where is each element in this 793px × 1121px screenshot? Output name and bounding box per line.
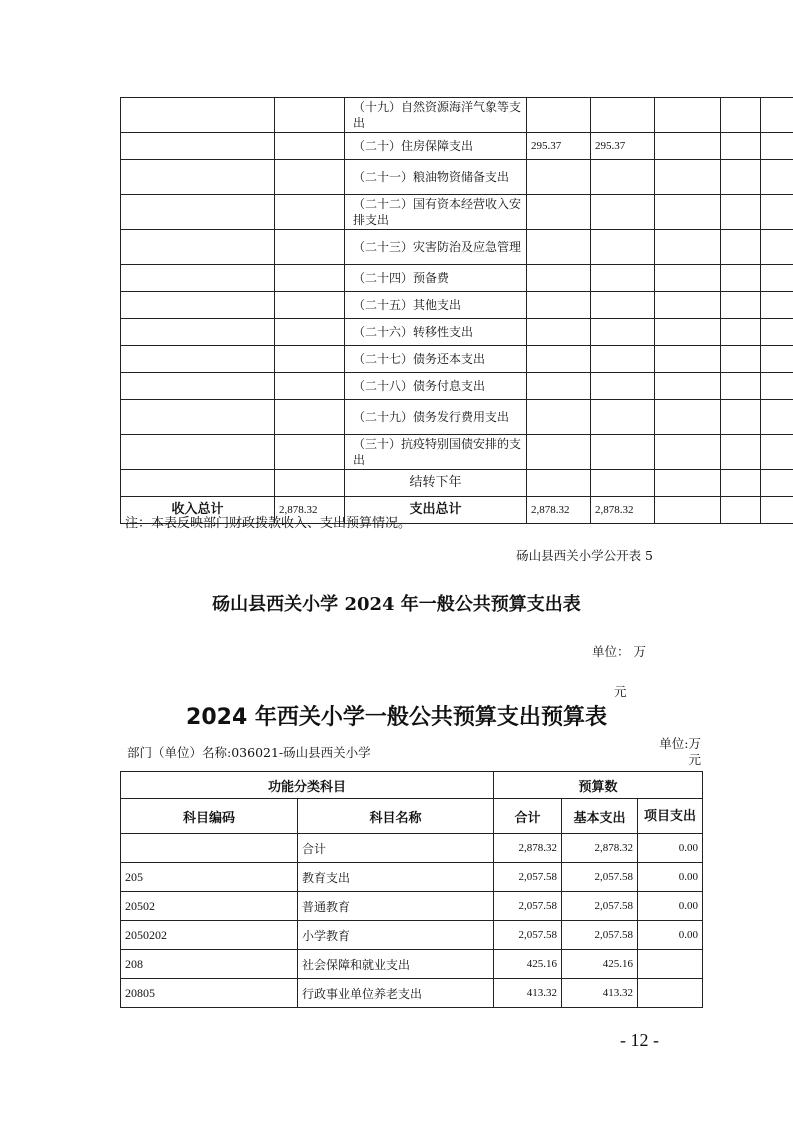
public-table-number: 砀山县西关小学公开表 5	[516, 548, 653, 563]
expense-item-name: （三十）抗疫特别国债安排的支出	[345, 435, 527, 470]
income-total-value: 2,878.32	[275, 497, 345, 524]
table-row	[121, 292, 793, 319]
empty-cell	[527, 470, 591, 497]
col-header-total: 合计	[494, 799, 562, 834]
table-row	[121, 979, 703, 1008]
amount-cell	[527, 292, 591, 319]
empty-cell	[655, 98, 721, 133]
unit-label-2: 单位:万元	[659, 736, 701, 767]
table-row	[121, 863, 703, 892]
empty-cell	[275, 265, 345, 292]
empty-cell	[761, 98, 793, 133]
subject-code: 2050202	[121, 921, 298, 950]
amount-cell	[591, 265, 655, 292]
empty-cell	[721, 195, 761, 230]
empty-cell	[275, 400, 345, 435]
amount-cell	[591, 195, 655, 230]
empty-cell	[655, 319, 721, 346]
total-amount: 2,057.58	[494, 863, 562, 892]
expense-item-name: （二十二）国有资本经营收入安排支出	[345, 195, 527, 230]
empty-cell	[721, 160, 761, 195]
general-public-budget-expense-table	[120, 771, 703, 1008]
empty-cell	[761, 497, 793, 524]
basic-amount: 2,878.32	[562, 834, 638, 863]
empty-cell	[721, 373, 761, 400]
empty-cell	[721, 98, 761, 133]
total-amount: 425.16	[494, 950, 562, 979]
table-row	[121, 133, 793, 160]
empty-cell	[275, 346, 345, 373]
empty-cell	[121, 292, 275, 319]
department-name: 部门（单位）名称:036021-砀山县西关小学	[127, 745, 371, 760]
subject-name: 社会保障和就业支出	[298, 950, 494, 979]
empty-cell	[761, 435, 793, 470]
amount-cell	[591, 230, 655, 265]
empty-cell	[275, 98, 345, 133]
empty-cell	[761, 133, 793, 160]
amount-cell	[527, 160, 591, 195]
empty-cell	[655, 470, 721, 497]
amount-cell	[591, 160, 655, 195]
empty-cell	[655, 133, 721, 160]
col-header-code: 科目编码	[121, 799, 298, 834]
table-row	[121, 265, 793, 292]
empty-cell	[275, 292, 345, 319]
basic-amount: 2,057.58	[562, 863, 638, 892]
table-row	[121, 230, 793, 265]
table-row	[121, 892, 703, 921]
expense-item-name: （二十三）灾害防治及应急管理	[345, 230, 527, 265]
table-row	[121, 921, 703, 950]
amount-cell: 295.37	[527, 133, 591, 160]
expense-item-name: （二十六）转移性支出	[345, 319, 527, 346]
col-header-name: 科目名称	[298, 799, 494, 834]
empty-cell	[655, 160, 721, 195]
amount-cell	[591, 400, 655, 435]
basic-amount: 425.16	[562, 950, 638, 979]
empty-cell	[721, 265, 761, 292]
project-amount	[638, 979, 703, 1008]
expense-item-name: （二十四）预备费	[345, 265, 527, 292]
subject-code: 20805	[121, 979, 298, 1008]
empty-cell	[761, 160, 793, 195]
carry-forward-label: 结转下年	[345, 470, 527, 497]
project-amount: 0.00	[638, 863, 703, 892]
empty-cell	[655, 497, 721, 524]
empty-cell	[275, 373, 345, 400]
empty-cell	[655, 346, 721, 373]
amount-cell	[527, 230, 591, 265]
empty-cell	[655, 230, 721, 265]
table-row-carry-forward	[121, 470, 793, 497]
amount-cell	[527, 400, 591, 435]
empty-cell	[275, 160, 345, 195]
basic-amount: 413.32	[562, 979, 638, 1008]
amount-cell	[527, 435, 591, 470]
unit-label-continued: 元	[614, 684, 627, 699]
empty-cell	[721, 133, 761, 160]
empty-cell	[655, 195, 721, 230]
subject-name: 行政事业单位养老支出	[298, 979, 494, 1008]
empty-cell	[121, 319, 275, 346]
amount-cell	[527, 346, 591, 373]
amount-cell	[527, 265, 591, 292]
income-expense-table-continued	[120, 97, 793, 524]
empty-cell	[761, 400, 793, 435]
empty-cell	[121, 230, 275, 265]
income-total-label: 收入总计	[121, 497, 275, 524]
amount-cell	[591, 319, 655, 346]
subject-code: 208	[121, 950, 298, 979]
project-amount: 0.00	[638, 892, 703, 921]
empty-cell	[655, 435, 721, 470]
col-header-basic: 基本支出	[562, 799, 638, 834]
expense-item-name: （二十一）粮油物资储备支出	[345, 160, 527, 195]
empty-cell	[121, 346, 275, 373]
total-amount: 2,057.58	[494, 921, 562, 950]
empty-cell	[655, 373, 721, 400]
empty-cell	[121, 435, 275, 470]
basic-amount: 2,057.58	[562, 921, 638, 950]
table-row	[121, 319, 793, 346]
project-amount: 0.00	[638, 921, 703, 950]
empty-cell	[275, 435, 345, 470]
expense-item-name: （二十八）债务付息支出	[345, 373, 527, 400]
expense-item-name: （二十九）债务发行费用支出	[345, 400, 527, 435]
amount-cell: 295.37	[591, 133, 655, 160]
total-amount: 2,878.32	[494, 834, 562, 863]
total-amount: 2,057.58	[494, 892, 562, 921]
subject-name: 普通教育	[298, 892, 494, 921]
amount-cell	[591, 346, 655, 373]
unit-label: 单位： 万	[592, 644, 646, 659]
table-row	[121, 160, 793, 195]
amount-cell	[527, 373, 591, 400]
empty-cell	[121, 400, 275, 435]
expense-item-name: （十九）自然资源海洋气象等支出	[345, 98, 527, 133]
amount-cell	[591, 435, 655, 470]
amount-cell	[527, 195, 591, 230]
amount-cell	[527, 319, 591, 346]
empty-cell	[721, 319, 761, 346]
project-amount	[638, 950, 703, 979]
total-amount: 413.32	[494, 979, 562, 1008]
expense-item-name: （二十五）其他支出	[345, 292, 527, 319]
empty-cell	[275, 195, 345, 230]
empty-cell	[721, 470, 761, 497]
empty-cell	[721, 230, 761, 265]
empty-cell	[121, 470, 275, 497]
empty-cell	[761, 292, 793, 319]
table-row	[121, 346, 793, 373]
expense-total-value: 2,878.32	[527, 497, 591, 524]
empty-cell	[591, 470, 655, 497]
empty-cell	[761, 265, 793, 292]
empty-cell	[275, 133, 345, 160]
empty-cell	[721, 497, 761, 524]
table-row	[121, 98, 793, 133]
project-amount: 0.00	[638, 834, 703, 863]
subject-code	[121, 834, 298, 863]
table-row	[121, 834, 703, 863]
table-note: 注：本表反映部门财政拨款收入、支出预算情况。	[125, 516, 412, 531]
table-row	[121, 400, 793, 435]
subject-code: 20502	[121, 892, 298, 921]
empty-cell	[721, 435, 761, 470]
empty-cell	[761, 195, 793, 230]
empty-cell	[655, 400, 721, 435]
empty-cell	[121, 98, 275, 133]
expense-total-value: 2,878.32	[591, 497, 655, 524]
empty-cell	[761, 373, 793, 400]
amount-cell	[591, 292, 655, 319]
empty-cell	[121, 373, 275, 400]
subject-name: 教育支出	[298, 863, 494, 892]
page-number: - 12 -	[620, 1030, 659, 1050]
amount-cell	[591, 373, 655, 400]
empty-cell	[761, 346, 793, 373]
table-row	[121, 373, 793, 400]
subject-name: 合计	[298, 834, 494, 863]
empty-cell	[761, 230, 793, 265]
empty-cell	[275, 470, 345, 497]
empty-cell	[121, 160, 275, 195]
col-header-project: 项目支出	[638, 799, 703, 834]
header-budget: 预算数	[494, 772, 703, 799]
empty-cell	[275, 319, 345, 346]
empty-cell	[721, 400, 761, 435]
basic-amount: 2,057.58	[562, 892, 638, 921]
header-function-class: 功能分类科目	[121, 772, 494, 799]
table-row	[121, 195, 793, 230]
empty-cell	[655, 292, 721, 319]
subject-name: 小学教育	[298, 921, 494, 950]
subject-code: 205	[121, 863, 298, 892]
empty-cell	[121, 133, 275, 160]
table-row	[121, 435, 793, 470]
empty-cell	[121, 265, 275, 292]
expense-item-name: （二十）住房保障支出	[345, 133, 527, 160]
empty-cell	[761, 319, 793, 346]
empty-cell	[121, 195, 275, 230]
amount-cell	[591, 98, 655, 133]
expense-item-name: （二十七）债务还本支出	[345, 346, 527, 373]
empty-cell	[721, 346, 761, 373]
table-title: 2024 年西关小学一般公共预算支出预算表	[186, 705, 607, 730]
section-title: 砀山县西关小学 2024 年一般公共预算支出表	[212, 594, 581, 615]
empty-cell	[721, 292, 761, 319]
table-row	[121, 950, 703, 979]
empty-cell	[275, 230, 345, 265]
empty-cell	[761, 470, 793, 497]
empty-cell	[655, 265, 721, 292]
expense-total-label: 支出总计	[345, 497, 527, 524]
amount-cell	[527, 98, 591, 133]
